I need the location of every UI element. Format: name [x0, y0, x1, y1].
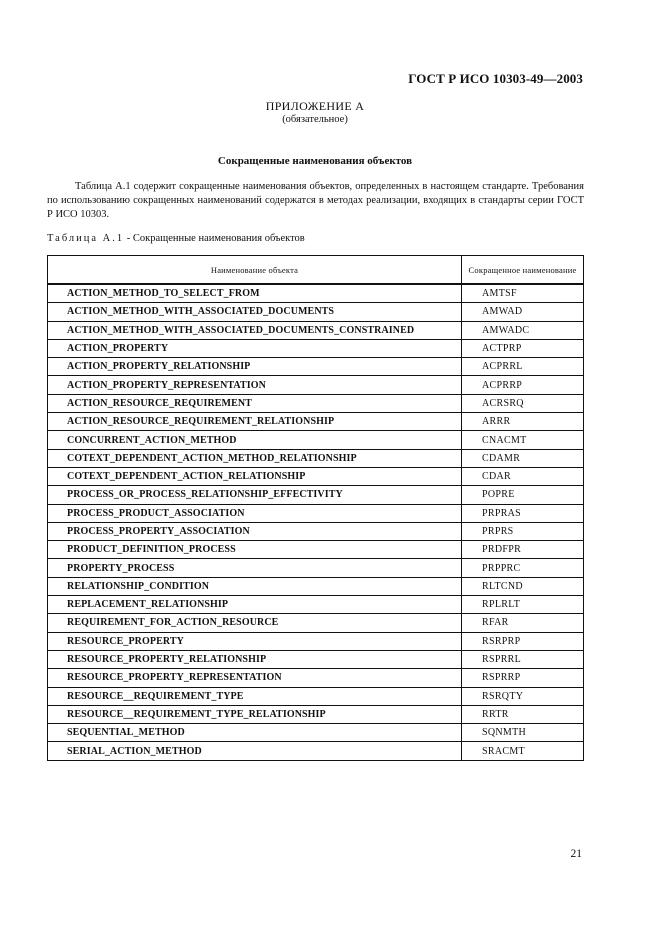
table-body [48, 284, 584, 760]
abbreviation-cell: RPLRLT [462, 596, 584, 614]
abbreviation-cell: RSRPRP [462, 632, 584, 650]
abbreviation-cell: PRPRAS [462, 504, 584, 522]
object-name-cell: RESOURCE_PROPERTY [48, 632, 462, 650]
abbreviation-cell: PRDFPR [462, 541, 584, 559]
abbreviation-cell: RSPRRL [462, 650, 584, 668]
object-name-cell: CONCURRENT_ACTION_METHOD [48, 431, 462, 449]
object-name-cell: PROCESS_OR_PROCESS_RELATIONSHIP_EFFECTIVITY [48, 486, 462, 504]
table-row [48, 705, 584, 723]
object-name-cell: RELATIONSHIP_CONDITION [48, 577, 462, 595]
object-name-cell: REQUIREMENT_FOR_ACTION_RESOURCE [48, 614, 462, 632]
table-row [48, 394, 584, 412]
table-row [48, 614, 584, 632]
table-row [48, 431, 584, 449]
table-caption-label: Таблица А.1 [47, 233, 125, 244]
table-row [48, 284, 584, 303]
appendix-title: ПРИЛОЖЕНИЕ А [265, 99, 365, 113]
abbreviation-cell: RSRQTY [462, 687, 584, 705]
abbreviation-cell: ACPRRL [462, 358, 584, 376]
table-row [48, 687, 584, 705]
table-row [48, 541, 584, 559]
table-row [48, 303, 584, 321]
table-row [48, 522, 584, 540]
abbreviation-cell: ACPRRP [462, 376, 584, 394]
table-row [48, 413, 584, 431]
object-name-cell: RESOURCE__REQUIREMENT_TYPE [48, 687, 462, 705]
abbreviation-cell: ACRSRQ [462, 394, 584, 412]
table-row [48, 339, 584, 357]
object-name-cell: COTEXT_DEPENDENT_ACTION_RELATIONSHIP [48, 467, 462, 485]
abbreviation-cell: PRPRS [462, 522, 584, 540]
object-name-cell: ACTION_RESOURCE_REQUIREMENT_RELATIONSHIP [48, 413, 462, 431]
table-row [48, 577, 584, 595]
table-row [48, 650, 584, 668]
abbreviation-cell: SRACMT [462, 742, 584, 760]
header-abbreviation: Сокращенное наименование [462, 256, 584, 285]
object-name-cell: COTEXT_DEPENDENT_ACTION_METHOD_RELATIONSHIP [48, 449, 462, 467]
object-name-cell: PRODUCT_DEFINITION_PROCESS [48, 541, 462, 559]
object-name-cell: ACTION_PROPERTY_RELATIONSHIP [48, 358, 462, 376]
table-row [48, 467, 584, 485]
abbreviation-cell: RFAR [462, 614, 584, 632]
table-row [48, 669, 584, 687]
object-name-cell: RESOURCE_PROPERTY_RELATIONSHIP [48, 650, 462, 668]
intro-paragraph: Таблица А.1 содержит сокращенные наименования объектов, определенных в настоящем стандарте. Требования по использованию сокращенных наименований содержатся в методах реализации, входящих в стандарты серии ГОСТ Р ИСО 10303. [47, 181, 584, 220]
object-name-cell: ACTION_METHOD_TO_SELECT_FROM [48, 284, 462, 303]
table-row [48, 376, 584, 394]
table-caption [47, 233, 305, 244]
object-name-cell: ACTION_RESOURCE_REQUIREMENT [48, 394, 462, 412]
table-row [48, 504, 584, 522]
object-name-cell: RESOURCE__REQUIREMENT_TYPE_RELATIONSHIP [48, 705, 462, 723]
abbreviation-cell: ARRR [462, 413, 584, 431]
object-name-cell: RESOURCE_PROPERTY_REPRESENTATION [48, 669, 462, 687]
object-name-cell: ACTION_PROPERTY_REPRESENTATION [48, 376, 462, 394]
table-row [48, 596, 584, 614]
table-row [48, 742, 584, 760]
table-caption-text: - Сокращенные наименования объектов [124, 233, 305, 244]
section-title: Сокращенные наименования объектов [217, 155, 413, 167]
table-header-row [48, 256, 584, 285]
table-row [48, 486, 584, 504]
abbreviation-cell: AMTSF [462, 284, 584, 303]
appendix-subtitle: (обязательное) [282, 114, 348, 125]
abbreviation-cell: RLTCND [462, 577, 584, 595]
object-name-cell: ACTION_PROPERTY [48, 339, 462, 357]
abbreviation-cell: POPRE [462, 486, 584, 504]
table-row [48, 321, 584, 339]
abbreviation-cell: ACTPRP [462, 339, 584, 357]
abbreviation-cell: AMWADC [462, 321, 584, 339]
abbreviation-cell: CNACMT [462, 431, 584, 449]
object-name-cell: PROCESS_PROPERTY_ASSOCIATION [48, 522, 462, 540]
table-row [48, 449, 584, 467]
object-name-cell: REPLACEMENT_RELATIONSHIP [48, 596, 462, 614]
abbreviations-table [47, 255, 584, 761]
object-name-cell: PROCESS_PRODUCT_ASSOCIATION [48, 504, 462, 522]
abbreviation-cell: RRTR [462, 705, 584, 723]
object-name-cell: SERIAL_ACTION_METHOD [48, 742, 462, 760]
abbreviation-cell: CDAR [462, 467, 584, 485]
abbreviation-cell: RSPRRP [462, 669, 584, 687]
table-row [48, 632, 584, 650]
table-row [48, 358, 584, 376]
object-name-cell: ACTION_METHOD_WITH_ASSOCIATED_DOCUMENTS [48, 303, 462, 321]
abbreviation-cell: PRPPRC [462, 559, 584, 577]
document-id: ГОСТ Р ИСО 10303-49—2003 [408, 71, 583, 86]
abbreviation-cell: AMWAD [462, 303, 584, 321]
abbreviation-cell: SQNMTH [462, 724, 584, 742]
page-number: 21 [570, 848, 582, 860]
table-row [48, 724, 584, 742]
object-name-cell: PROPERTY_PROCESS [48, 559, 462, 577]
abbreviation-cell: CDAMR [462, 449, 584, 467]
appendix-heading [0, 99, 630, 125]
object-name-cell: SEQUENTIAL_METHOD [48, 724, 462, 742]
object-name-cell: ACTION_METHOD_WITH_ASSOCIATED_DOCUMENTS_CONSTRAINED [48, 321, 462, 339]
header-object-name: Наименование объекта [48, 256, 462, 285]
table-row [48, 559, 584, 577]
